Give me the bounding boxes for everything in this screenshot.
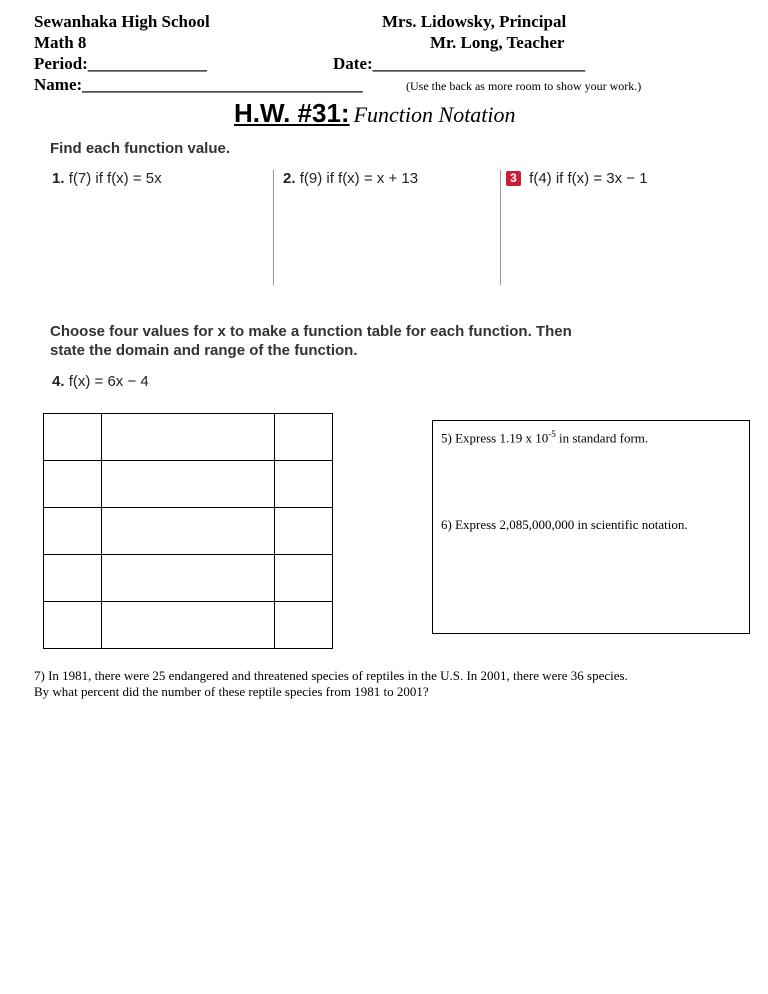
problem-1 [52,170,162,187]
table-cell[interactable] [275,555,333,602]
principal-name: Mrs. Lidowsky, Principal [382,12,567,31]
table-cell[interactable] [102,602,275,649]
problem-3 [506,170,648,187]
table-cell[interactable] [275,508,333,555]
table-row [44,508,333,555]
table-cell[interactable] [275,414,333,461]
name-field[interactable]: Name:_________________________________ [34,75,363,94]
function-table [43,413,333,649]
question-7-line2: By what percent did the number of these reptile species from 1981 to 2001? [34,684,429,699]
back-note: (Use the back as more room to show your work.) [406,79,642,93]
question-5-exponent: -5 [548,429,556,439]
table-cell[interactable] [102,414,275,461]
question-7 [34,668,734,700]
section2-instruction-line1: Choose four values for x to make a function table for each function. Then [50,323,572,340]
table-cell[interactable] [44,414,102,461]
problem-2-text: f(9) if f(x) = x + 13 [299,170,419,187]
question-5-suffix: in standard form. [555,430,649,446]
section2-instruction-line2: state the domain and range of the function. [50,342,358,359]
date-field[interactable]: Date:_________________________ [333,54,586,73]
question-6: 6) Express 2,085,000,000 in scientific notation. [441,517,688,532]
problem-4-text: f(x) = 6x − 4 [68,373,149,390]
question-5 [441,429,648,446]
divider-line [500,170,501,285]
table-cell[interactable] [275,461,333,508]
question-5-prefix: 5) Express 1.19 x 10 [441,430,549,446]
table-cell[interactable] [102,555,275,602]
period-field[interactable]: Period:______________ [34,54,207,73]
problem-2-number: 2. [283,170,296,187]
table-row [44,602,333,649]
teacher-name: Mr. Long, Teacher [430,33,565,52]
problem-2 [283,170,418,187]
table-cell[interactable] [102,461,275,508]
questions-box [432,420,750,634]
problem-1-text: f(7) if f(x) = 5x [68,170,162,187]
course-name: Math 8 [34,33,87,52]
table-cell[interactable] [44,602,102,649]
problem-3-text: f(4) if f(x) = 3x − 1 [529,170,648,187]
section1-instruction: Find each function value. [50,140,231,157]
school-name: Sewanhaka High School [34,12,210,31]
title-number: H.W. #31: [234,98,350,128]
problem-4 [52,373,149,390]
table-cell[interactable] [102,508,275,555]
title-topic: Function Notation [353,102,516,127]
table-row [44,555,333,602]
question-7-line1: 7) In 1981, there were 25 endangered and threatened species of reptiles in the U.S. In 2001, there were 36 species. [34,668,628,683]
table-row [44,461,333,508]
table-cell[interactable] [44,555,102,602]
table-cell[interactable] [275,602,333,649]
table-cell[interactable] [44,461,102,508]
problem-3-badge: 3 [506,171,521,186]
page-title [234,98,516,129]
table-row [44,414,333,461]
divider-line [273,170,274,285]
problem-1-number: 1. [52,170,65,187]
problem-4-number: 4. [52,373,65,390]
table-cell[interactable] [44,508,102,555]
